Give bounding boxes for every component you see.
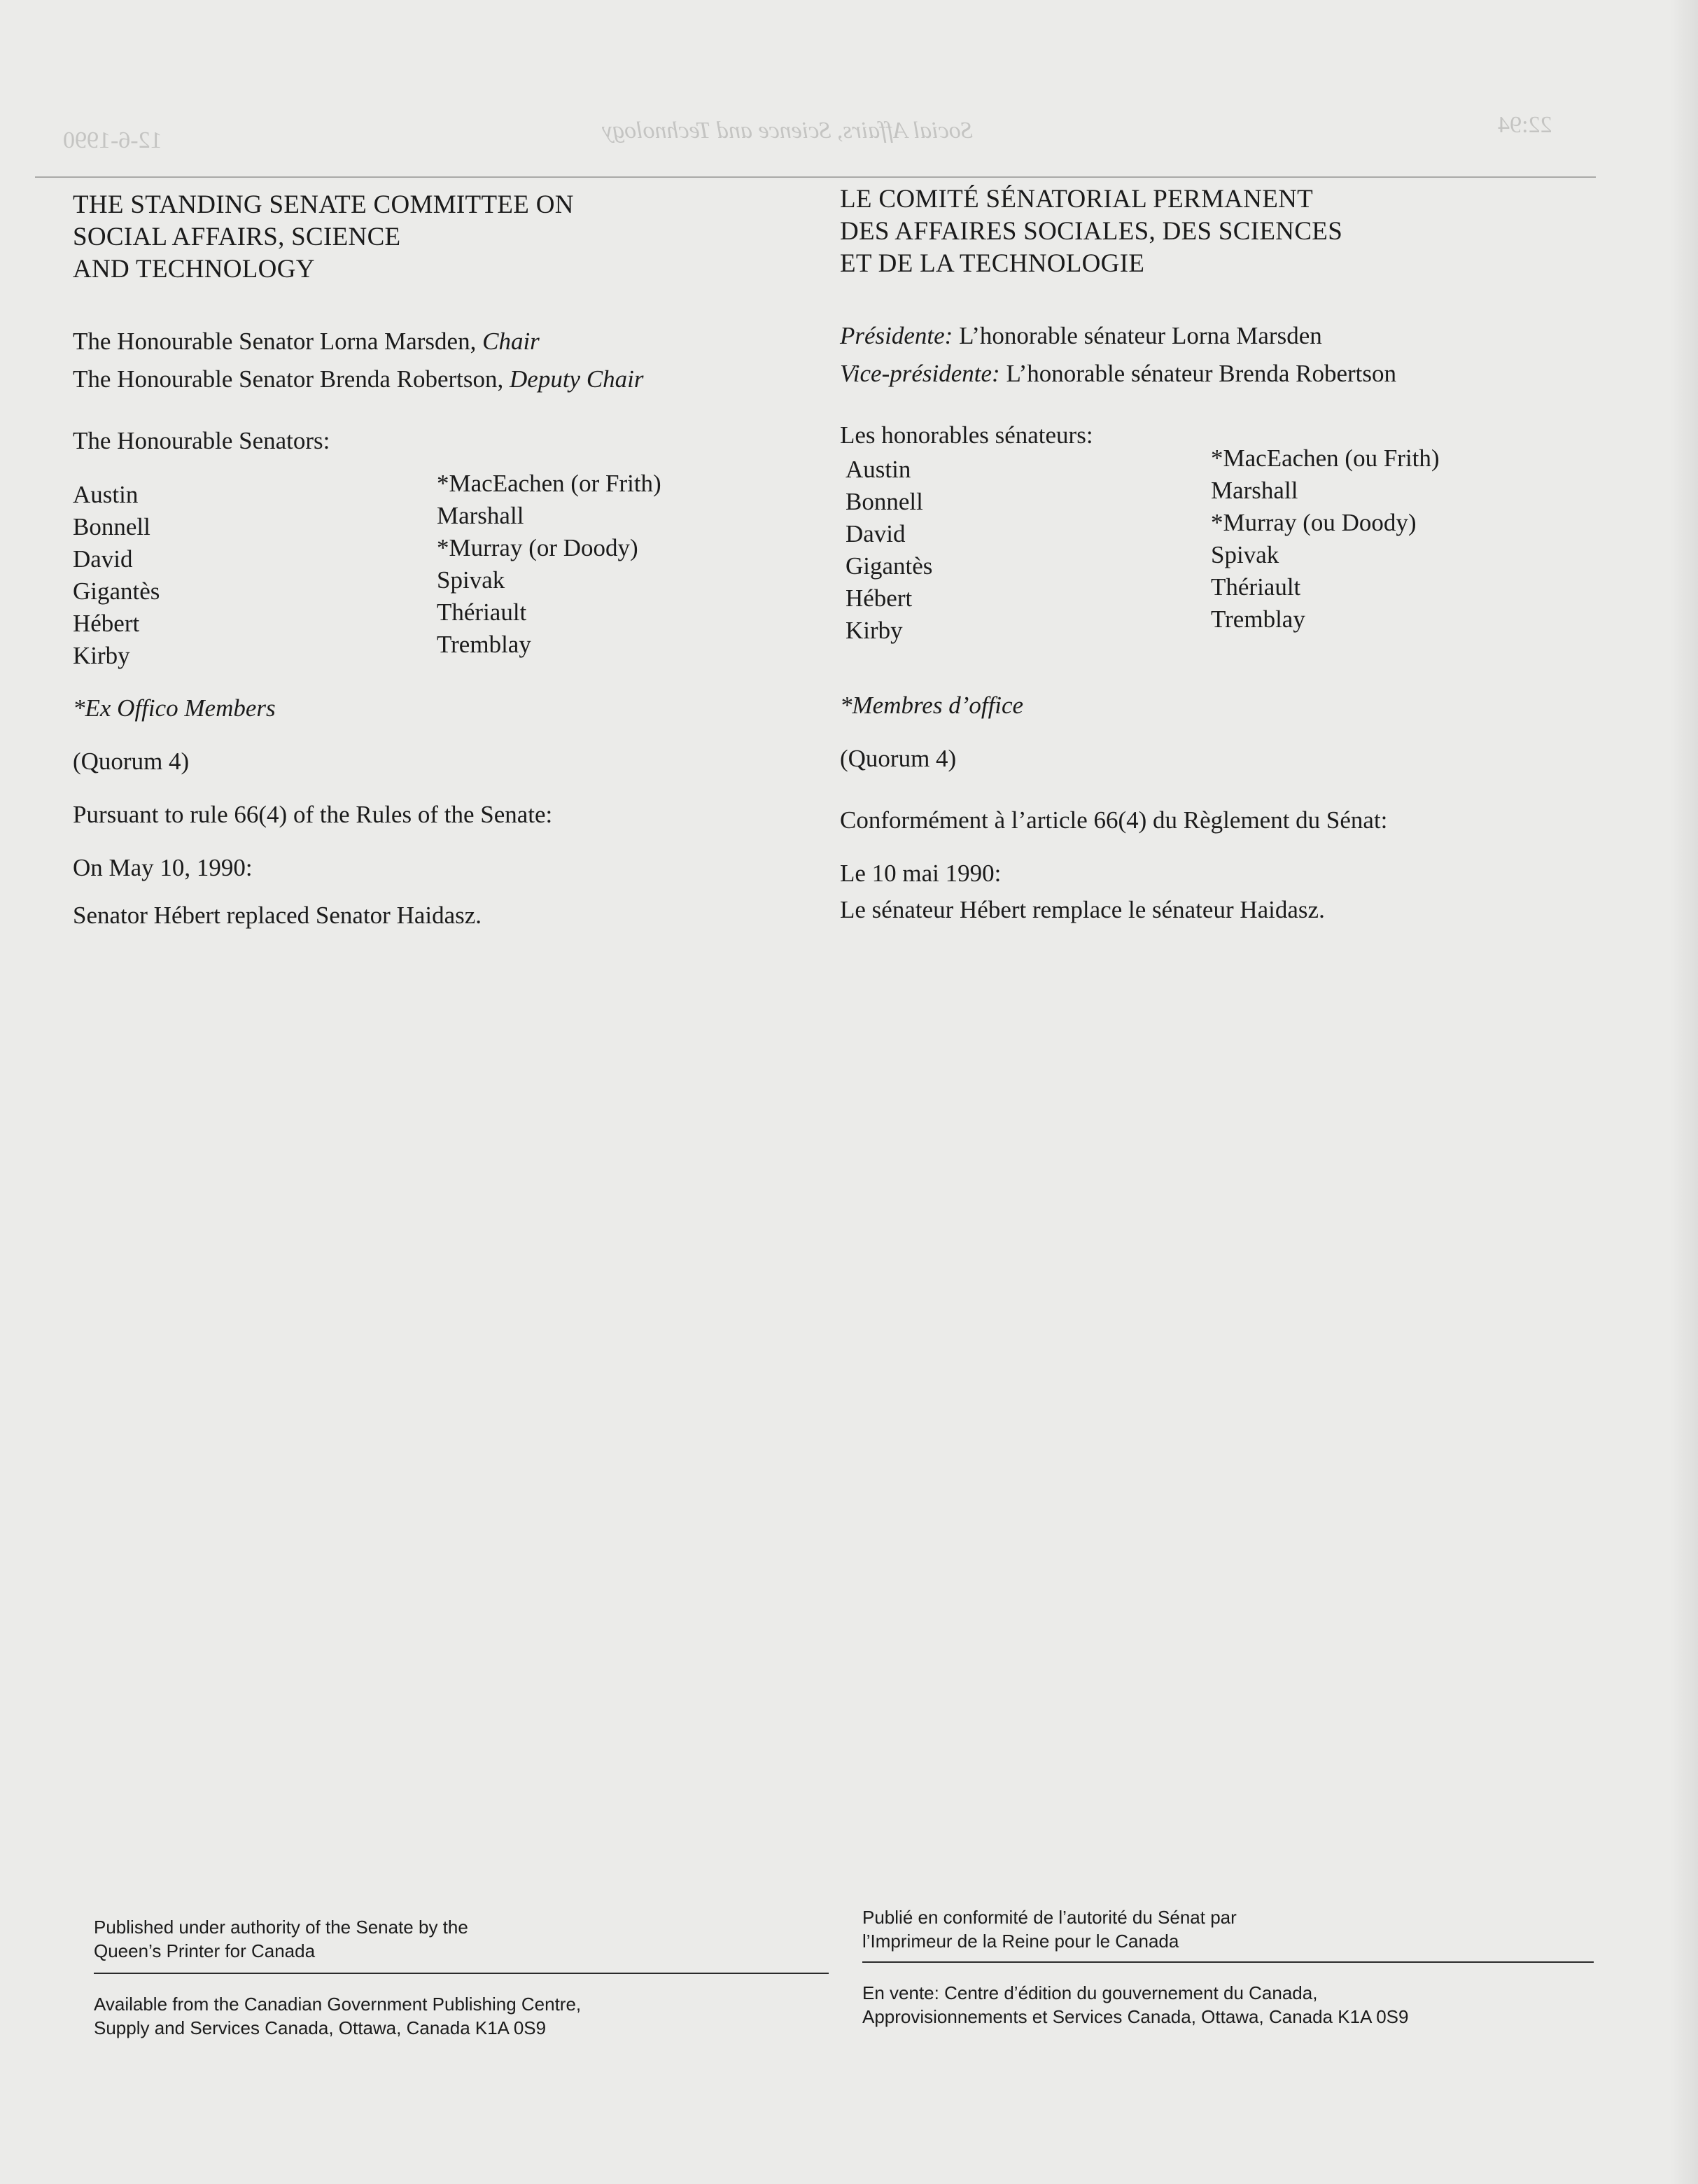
member-name: Kirby	[73, 642, 130, 669]
title-line: LE COMITÉ SÉNATORIAL PERMANENT	[840, 185, 1314, 214]
bleed-running-title: Social Affairs, Science and Technology	[602, 118, 973, 144]
senators-heading-fr: Les honorables sénateurs:	[840, 421, 1093, 449]
chair-line-fr	[840, 319, 1589, 353]
footer-available-en	[94, 1992, 822, 2040]
chair-name: L’honorable sénateur Lorna Marsden	[959, 322, 1322, 349]
members-right-fr	[1211, 442, 1440, 636]
committee-title-fr	[840, 183, 1589, 280]
title-line: DES AFFAIRES SOCIALES, DES SCIENCES	[840, 217, 1343, 246]
member-name: Tremblay	[1211, 606, 1305, 633]
footer-line: Available from the Canadian Government Publishing Centre,	[94, 1994, 582, 2015]
footer-published-fr	[862, 1905, 1590, 1953]
chair-line-en	[73, 325, 822, 358]
member-name: *Murray (or Doody)	[437, 534, 638, 561]
date-text-en: On May 10, 1990:	[73, 854, 253, 881]
title-line: AND TECHNOLOGY	[73, 255, 315, 284]
senators-heading-en: The Honourable Senators:	[73, 427, 330, 454]
deputy-name: The Honourable Senator Brenda Robertson,	[73, 365, 504, 393]
members-left-en	[73, 479, 160, 672]
chair-role: Chair	[482, 328, 540, 355]
ex-officio-note-en	[73, 692, 822, 725]
member-name: Bonnell	[73, 513, 150, 540]
member-name: Hébert	[73, 610, 140, 637]
bleed-page-number: 22:94	[1498, 112, 1552, 138]
rule-text-fr: Conformément à l’article 66(4) du Règlement du Sénat:	[840, 806, 1388, 834]
member-name: Gigantès	[73, 578, 160, 605]
members-right-en	[437, 468, 661, 661]
member-name: Marshall	[1211, 477, 1298, 504]
ex-officio-note-fr	[840, 689, 1589, 722]
member-name: *Murray (ou Doody)	[1211, 509, 1417, 536]
members-list-fr	[840, 444, 1589, 657]
title-line: ET DE LA TECHNOLOGIE	[840, 249, 1145, 278]
chair-role: Présidente:	[840, 322, 953, 349]
deputy-chair-line-fr	[840, 357, 1589, 391]
member-name: Austin	[73, 481, 139, 508]
footer-rule-en	[94, 1973, 829, 1974]
title-line: THE STANDING SENATE COMMITTEE ON	[73, 190, 574, 219]
ex-officio-text: *Ex Offico Members	[73, 694, 276, 722]
footer-line: Published under authority of the Senate by the	[94, 1917, 468, 1938]
replacement-text-en: Senator Hébert replaced Senator Haidasz.	[73, 902, 482, 929]
header-rule	[35, 176, 1596, 178]
member-name: Spivak	[1211, 541, 1279, 568]
member-name: Marshall	[437, 502, 524, 529]
member-name: Thériault	[1211, 573, 1301, 601]
footer-line: En vente: Centre d’édition du gouvernement du Canada,	[862, 1982, 1318, 2003]
member-name: Thériault	[437, 598, 527, 626]
member-name: Tremblay	[437, 631, 531, 658]
footer-line: Queen’s Printer for Canada	[94, 1940, 316, 1961]
quorum-en: (Quorum 4)	[73, 748, 190, 775]
member-name: Hébert	[846, 584, 913, 612]
member-name: *MacEachen (ou Frith)	[1211, 444, 1440, 472]
french-column	[840, 183, 1589, 927]
deputy-name: L’honorable sénateur Brenda Robertson	[1006, 360, 1397, 387]
member-name: *MacEachen (or Frith)	[437, 470, 661, 497]
title-line: SOCIAL AFFAIRS, SCIENCE	[73, 223, 401, 251]
deputy-chair-line-en	[73, 363, 822, 396]
footer-published-en	[94, 1915, 822, 1963]
bleed-page-date: 12-6-1990	[63, 127, 162, 153]
footer-rule-fr	[862, 1961, 1594, 1963]
chair-name: The Honourable Senator Lorna Marsden,	[73, 328, 477, 355]
ex-officio-text: *Membres d’office	[840, 692, 1024, 719]
member-name: Gigantès	[846, 552, 933, 580]
committee-title-en	[73, 189, 822, 286]
page-edge-shadow	[1670, 0, 1698, 2184]
quorum-fr: (Quorum 4)	[840, 745, 957, 772]
english-column	[73, 189, 822, 932]
rule-text-en: Pursuant to rule 66(4) of the Rules of the Senate:	[73, 801, 553, 828]
member-name: Bonnell	[846, 488, 923, 515]
date-text-fr: Le 10 mai 1990:	[840, 860, 1002, 887]
replacement-text-fr: Le sénateur Hébert remplace le sénateur Haidasz.	[840, 896, 1325, 923]
footer-line: Approvisionnements et Services Canada, Ottawa, Canada K1A 0S9	[862, 2006, 1409, 2027]
member-name: Kirby	[846, 617, 903, 644]
member-name: Austin	[846, 456, 911, 483]
deputy-role: Deputy Chair	[510, 365, 644, 393]
footer-line: Supply and Services Canada, Ottawa, Canada K1A 0S9	[94, 2017, 547, 2038]
deputy-role: Vice-présidente:	[840, 360, 1000, 387]
member-name: David	[73, 545, 133, 573]
footer-line: l’Imprimeur de la Reine pour le Canada	[862, 1931, 1179, 1952]
member-name: David	[846, 520, 906, 547]
members-left-fr	[846, 454, 932, 647]
member-name: Spivak	[437, 566, 505, 594]
footer-available-fr	[862, 1981, 1590, 2029]
members-list-en	[73, 472, 822, 675]
footer-line: Publié en conformité de l’autorité du Sénat par	[862, 1907, 1237, 1928]
